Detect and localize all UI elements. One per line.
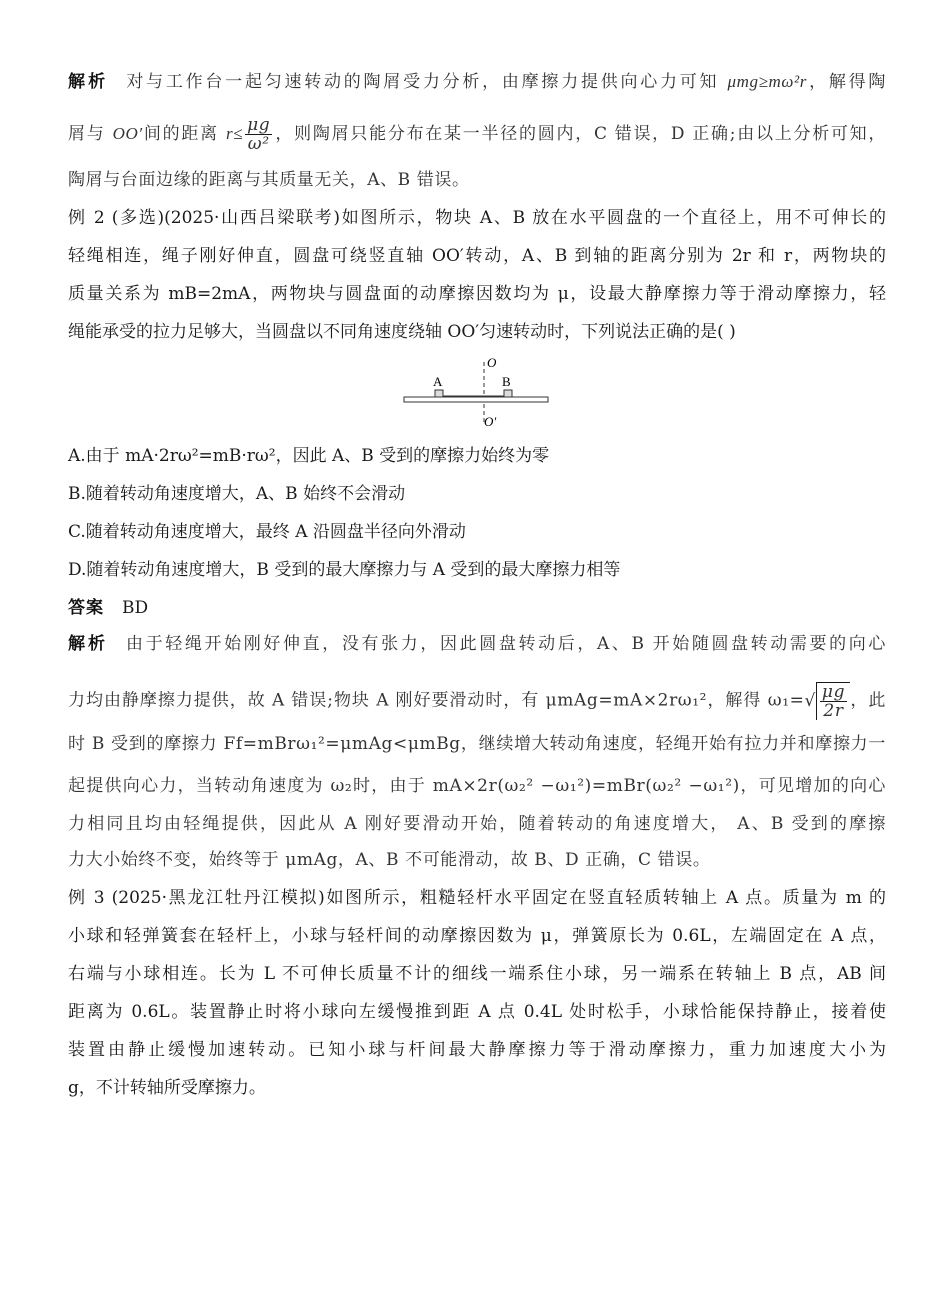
example3-line5: 装置由静止缓慢加速转动。已知小球与杆间最大静摩擦力等于滑动摩擦力，重力加速度大小为 bbox=[68, 1040, 886, 1060]
example3-line6: g，不计转轴所受摩擦力。 bbox=[68, 1078, 266, 1098]
analysis1-line2: 屑与 OO′间的距离 r≤ $\frac{\mu g}{\text{ω²}}$ ，则陶屑只能分布在某一半径的圆内，C 错误，D 正确;由以上分析可知， bbox=[68, 115, 887, 154]
example2-analysis-line5: 力相同且均由轻绳提供，因此从 A 刚好要滑动开始，随着转动的角速度增大， A、B 受到的摩擦 bbox=[68, 814, 886, 834]
example3-line1: 例 3 (2025·黑龙江牡丹江模拟)如图所示，粗糙轻杆水平固定在竖直轻质转轴上 A 点。质量为 m 的 bbox=[68, 888, 886, 908]
answer-label: 答案 bbox=[68, 598, 104, 618]
label-o-bottom: O′ bbox=[484, 414, 497, 429]
example2-line3: 质量关系为 mB=2mA，两物块与圆盘面的动摩擦因数均为 μ，设最大静摩擦力等于滑动摩擦力，轻 bbox=[68, 284, 886, 304]
option-a: A.由于 mA·2rω²=mB·rω²，因此 A、B 受到的摩擦力始终为零 bbox=[68, 446, 550, 466]
example2-line4: 绳能承受的拉力足够大，当圆盘以不同角速度绕轴 OO′匀速转动时，下列说法正确的是( ) bbox=[68, 322, 736, 342]
example3-line4: 距离为 0.6L。装置静止时将小球向左缓慢推到距 A 点 0.4L 处时松手，小球恰能保持静止，接着使 bbox=[68, 1002, 886, 1022]
analysis1-line3: 陶屑与台面边缘的距离与其质量无关，A、B 错误。 bbox=[68, 170, 470, 190]
sqrt-mug-2r: √ μg 2r bbox=[804, 682, 850, 720]
example3-line3: 右端与小球相连。长为 L 不可伸长质量不计的细线一端系住小球，另一端系在转轴上 B 点，AB 间 bbox=[68, 964, 886, 984]
label-b: B bbox=[502, 374, 511, 389]
option-c: C.随着转动角速度增大，最终 A 沿圆盘半径向外滑动 bbox=[68, 522, 466, 542]
option-b: B.随着转动角速度增大，A、B 始终不会滑动 bbox=[68, 484, 406, 504]
analysis-label: 解析 bbox=[68, 634, 109, 654]
example3-line2: 小球和轻弹簧套在轻杆上，小球与轻杆间的动摩擦因数为 μ，弹簧原长为 0.6L，左端固定在 A 点， bbox=[68, 926, 886, 946]
example2-analysis-line3: 时 B 受到的摩擦力 Ff=mBrω₁²=μmAg<μmBg，继续增大转动角速度，轻绳开始有拉力并和摩擦力一 bbox=[68, 734, 886, 754]
option-d: D.随着转动角速度增大，B 受到的最大摩擦力与 A 受到的最大摩擦力相等 bbox=[68, 560, 621, 580]
example2-analysis-line1: 解析 由于轻绳开始刚好伸直，没有张力，因此圆盘转动后，A、B 开始随圆盘转动需要的向心 bbox=[68, 634, 887, 654]
example2-analysis-line2: 力均由静摩擦力提供，故 A 错误;物块 A 刚好要滑动时，有 μmAg=mA×2rω₁²，解得 ω₁=√ μg 2r ，此 bbox=[68, 682, 887, 721]
analysis1-line1: 解析 对与工作台一起匀速转动的陶屑受力分析，由摩擦力提供向心力可知 μmg≥mω²r，解得陶 bbox=[68, 72, 887, 92]
example2-line1: 例 2 (多选)(2025·山西吕梁联考)如图所示，物块 A、B 放在水平圆盘的一个直径上，用不可伸长的 bbox=[68, 208, 886, 228]
answer-value: BD bbox=[122, 598, 149, 618]
example2-analysis-line4: 起提供向心力，当转动角速度为 ω₂时，由于 mA×2r(ω₂² −ω₁²)=mBr(ω₂² −ω₁²)，可见增加的向心 bbox=[68, 776, 886, 796]
disc bbox=[404, 397, 548, 402]
label-a: A bbox=[433, 374, 443, 389]
answer-row bbox=[68, 596, 148, 620]
analysis-label: 解析 bbox=[68, 72, 109, 92]
block-b bbox=[504, 390, 512, 397]
block-a bbox=[435, 390, 443, 397]
disc-figure bbox=[400, 352, 550, 432]
example2-line2: 轻绳相连，绳子刚好伸直，圆盘可绕竖直轴 OO′转动，A、B 到轴的距离分别为 2r 和 r，两物块的 bbox=[68, 246, 886, 266]
label-o-top: O bbox=[487, 355, 497, 370]
fraction-mug-omega: $\frac{\mu g}{\text{ω²}}$ bbox=[247, 115, 271, 154]
example2-analysis-line6: 力大小始终不变，始终等于 μmAg，A、B 不可能滑动，故 B、D 正确，C 错误。 bbox=[68, 850, 711, 870]
